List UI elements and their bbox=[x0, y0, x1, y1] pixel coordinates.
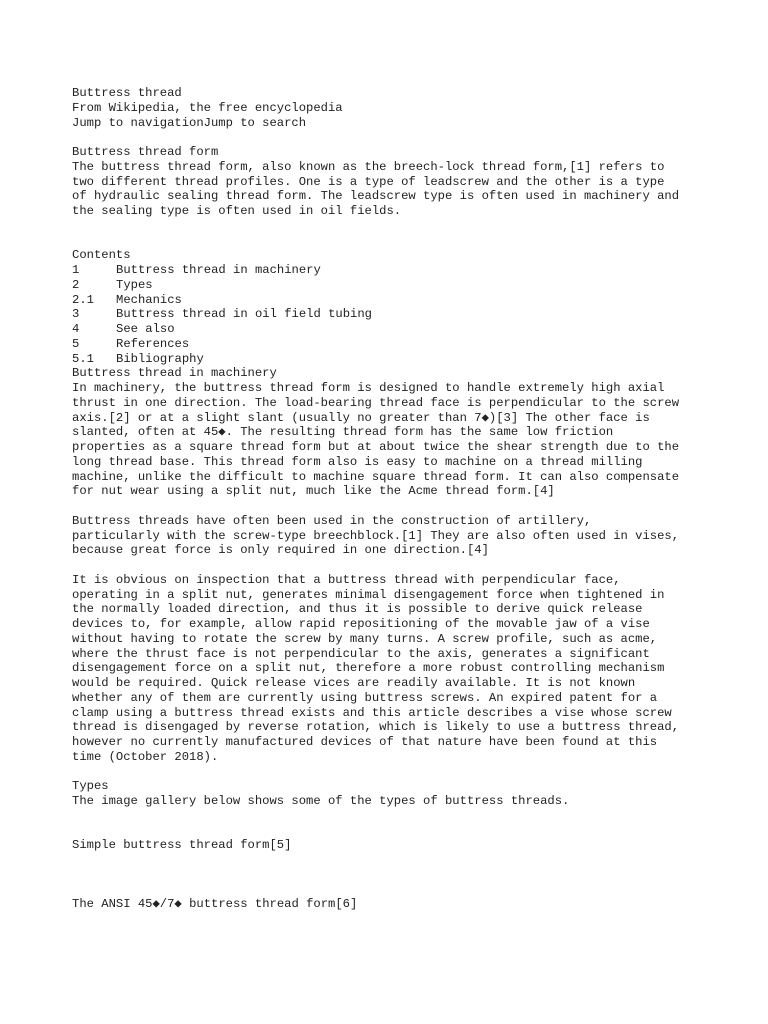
paragraph-line: clamp using a buttress thread exists and this article describes a vise whose screw bbox=[72, 705, 672, 720]
toc-item[interactable] bbox=[72, 278, 712, 293]
paragraph-line: would be required. Quick release vices are readily available. It is not known bbox=[72, 676, 636, 690]
paragraph-line: two different thread profiles. One is a type of leadscrew and the other is a type bbox=[72, 174, 665, 189]
section-heading-machinery: Buttress thread in machinery bbox=[72, 366, 277, 381]
spacer bbox=[72, 130, 712, 145]
paragraph-line: for nut wear using a split nut, much like the Acme thread form.[4] bbox=[72, 484, 555, 499]
paragraph-line: thread is disengaged by reverse rotation, which is likely to use a buttress thread, bbox=[72, 720, 680, 735]
machinery-paragraph-2 bbox=[72, 514, 712, 558]
paragraph-line: disengagement force on a split nut, therefore a more robust controlling mechanism bbox=[72, 661, 665, 676]
paragraph-line: devices to, for example, allow rapid repositioning of the movable jaw of a vise bbox=[72, 617, 650, 631]
toc-label[interactable]: See also bbox=[116, 322, 175, 336]
gallery-caption: Simple buttress thread form[5] bbox=[72, 838, 292, 853]
paragraph-line: the sealing type is often used in oil fields. bbox=[72, 204, 402, 218]
toc-number: 4 bbox=[72, 322, 80, 336]
toc-label[interactable]: Bibliography bbox=[116, 351, 204, 366]
machinery-paragraph-3 bbox=[72, 573, 712, 765]
section-heading-types: Types bbox=[72, 779, 109, 794]
toc-item[interactable] bbox=[72, 352, 712, 367]
paragraph-line: It is obvious on inspection that a buttress thread with perpendicular face, bbox=[72, 572, 621, 587]
toc-item[interactable] bbox=[72, 322, 712, 337]
toc-label[interactable]: References bbox=[116, 336, 190, 351]
toc-label[interactable]: Buttress thread in oil field tubing bbox=[116, 307, 372, 322]
paragraph-line: where the thrust face is not perpendicular to the axis, generates a significant bbox=[72, 646, 650, 661]
spacer bbox=[72, 558, 712, 573]
paragraph-line: Buttress threads have often been used in the construction of artillery, bbox=[72, 513, 592, 528]
paragraph-line: properties as a square thread form but at about twice the shear strength due to the bbox=[72, 440, 680, 454]
paragraph-line: In machinery, the buttress thread form is designed to handle extremely high axial bbox=[72, 381, 665, 395]
toc-item[interactable] bbox=[72, 263, 712, 278]
paragraph-line: however no currently manufactured devices of that nature have been found at this bbox=[72, 735, 658, 749]
paragraph-line: particularly with the screw-type breechblock.[1] They are also often used in vises, bbox=[72, 528, 680, 543]
paragraph-line: of hydraulic sealing thread form. The leadscrew type is often used in machinery and bbox=[72, 189, 680, 204]
spacer bbox=[72, 868, 712, 883]
toc-number: 5.1 bbox=[72, 351, 94, 366]
paragraph-line: axis.[2] or at a slight slant (usually no greater than 7◆)[3] The other face is bbox=[72, 410, 650, 425]
paragraph-line: whether any of them are currently using buttress screws. An expired patent for a bbox=[72, 690, 658, 705]
toc-number: 1 bbox=[72, 263, 80, 277]
paragraph-line: because great force is only required in one direction.[4] bbox=[72, 543, 489, 558]
toc-number: 2 bbox=[72, 277, 80, 292]
machinery-paragraph-1 bbox=[72, 381, 712, 499]
spacer bbox=[72, 809, 712, 824]
toc-label[interactable]: Types bbox=[116, 277, 153, 292]
paragraph-line: time (October 2018). bbox=[72, 749, 219, 764]
toc-item[interactable] bbox=[72, 307, 712, 322]
paragraph-line: without having to rotate the screw by many turns. A screw profile, such as acme, bbox=[72, 631, 658, 646]
spacer bbox=[72, 853, 712, 868]
spacer bbox=[72, 234, 712, 249]
paragraph-line: the normally loaded direction, and thus it is possible to derive quick release bbox=[72, 602, 643, 617]
spacer bbox=[72, 883, 712, 898]
spacer bbox=[72, 765, 712, 780]
gallery-caption: The ANSI 45◆/7◆ buttress thread form[6] bbox=[72, 897, 358, 912]
toc-number: 3 bbox=[72, 307, 80, 322]
infobox-caption: Buttress thread form bbox=[72, 145, 219, 159]
table-of-contents bbox=[72, 263, 712, 366]
spacer bbox=[72, 824, 712, 839]
paragraph-line: operating in a split nut, generates minimal disengagement force when tightened in bbox=[72, 587, 665, 602]
jump-links[interactable]: Jump to navigationJump to search bbox=[72, 115, 307, 130]
article-title: Buttress thread bbox=[72, 86, 182, 100]
article bbox=[72, 86, 712, 912]
paragraph-line: thrust in one direction. The load-bearing thread face is perpendicular to the screw bbox=[72, 395, 680, 410]
types-intro: The image gallery below shows some of the types of buttress threads. bbox=[72, 794, 570, 808]
spacer bbox=[72, 219, 712, 234]
paragraph-line: long thread base. This thread form also is easy to machine on a thread milling bbox=[72, 454, 643, 469]
contents-heading: Contents bbox=[72, 248, 131, 263]
toc-label[interactable]: Buttress thread in machinery bbox=[116, 263, 321, 277]
toc-item[interactable] bbox=[72, 337, 712, 352]
paragraph-line: machine, unlike the difficult to machine square thread form. It can also compensate bbox=[72, 469, 680, 484]
paragraph-line: The buttress thread form, also known as the breech-lock thread form,[1] refers to bbox=[72, 159, 665, 174]
toc-item[interactable] bbox=[72, 293, 712, 308]
toc-number: 2.1 bbox=[72, 292, 94, 307]
paragraph-line: slanted, often at 45◆. The resulting thread form has the same low friction bbox=[72, 425, 614, 440]
spacer bbox=[72, 499, 712, 514]
toc-number: 5 bbox=[72, 336, 80, 351]
toc-label[interactable]: Mechanics bbox=[116, 292, 182, 307]
intro-paragraph bbox=[72, 160, 712, 219]
article-subtitle: From Wikipedia, the free encyclopedia bbox=[72, 100, 343, 115]
